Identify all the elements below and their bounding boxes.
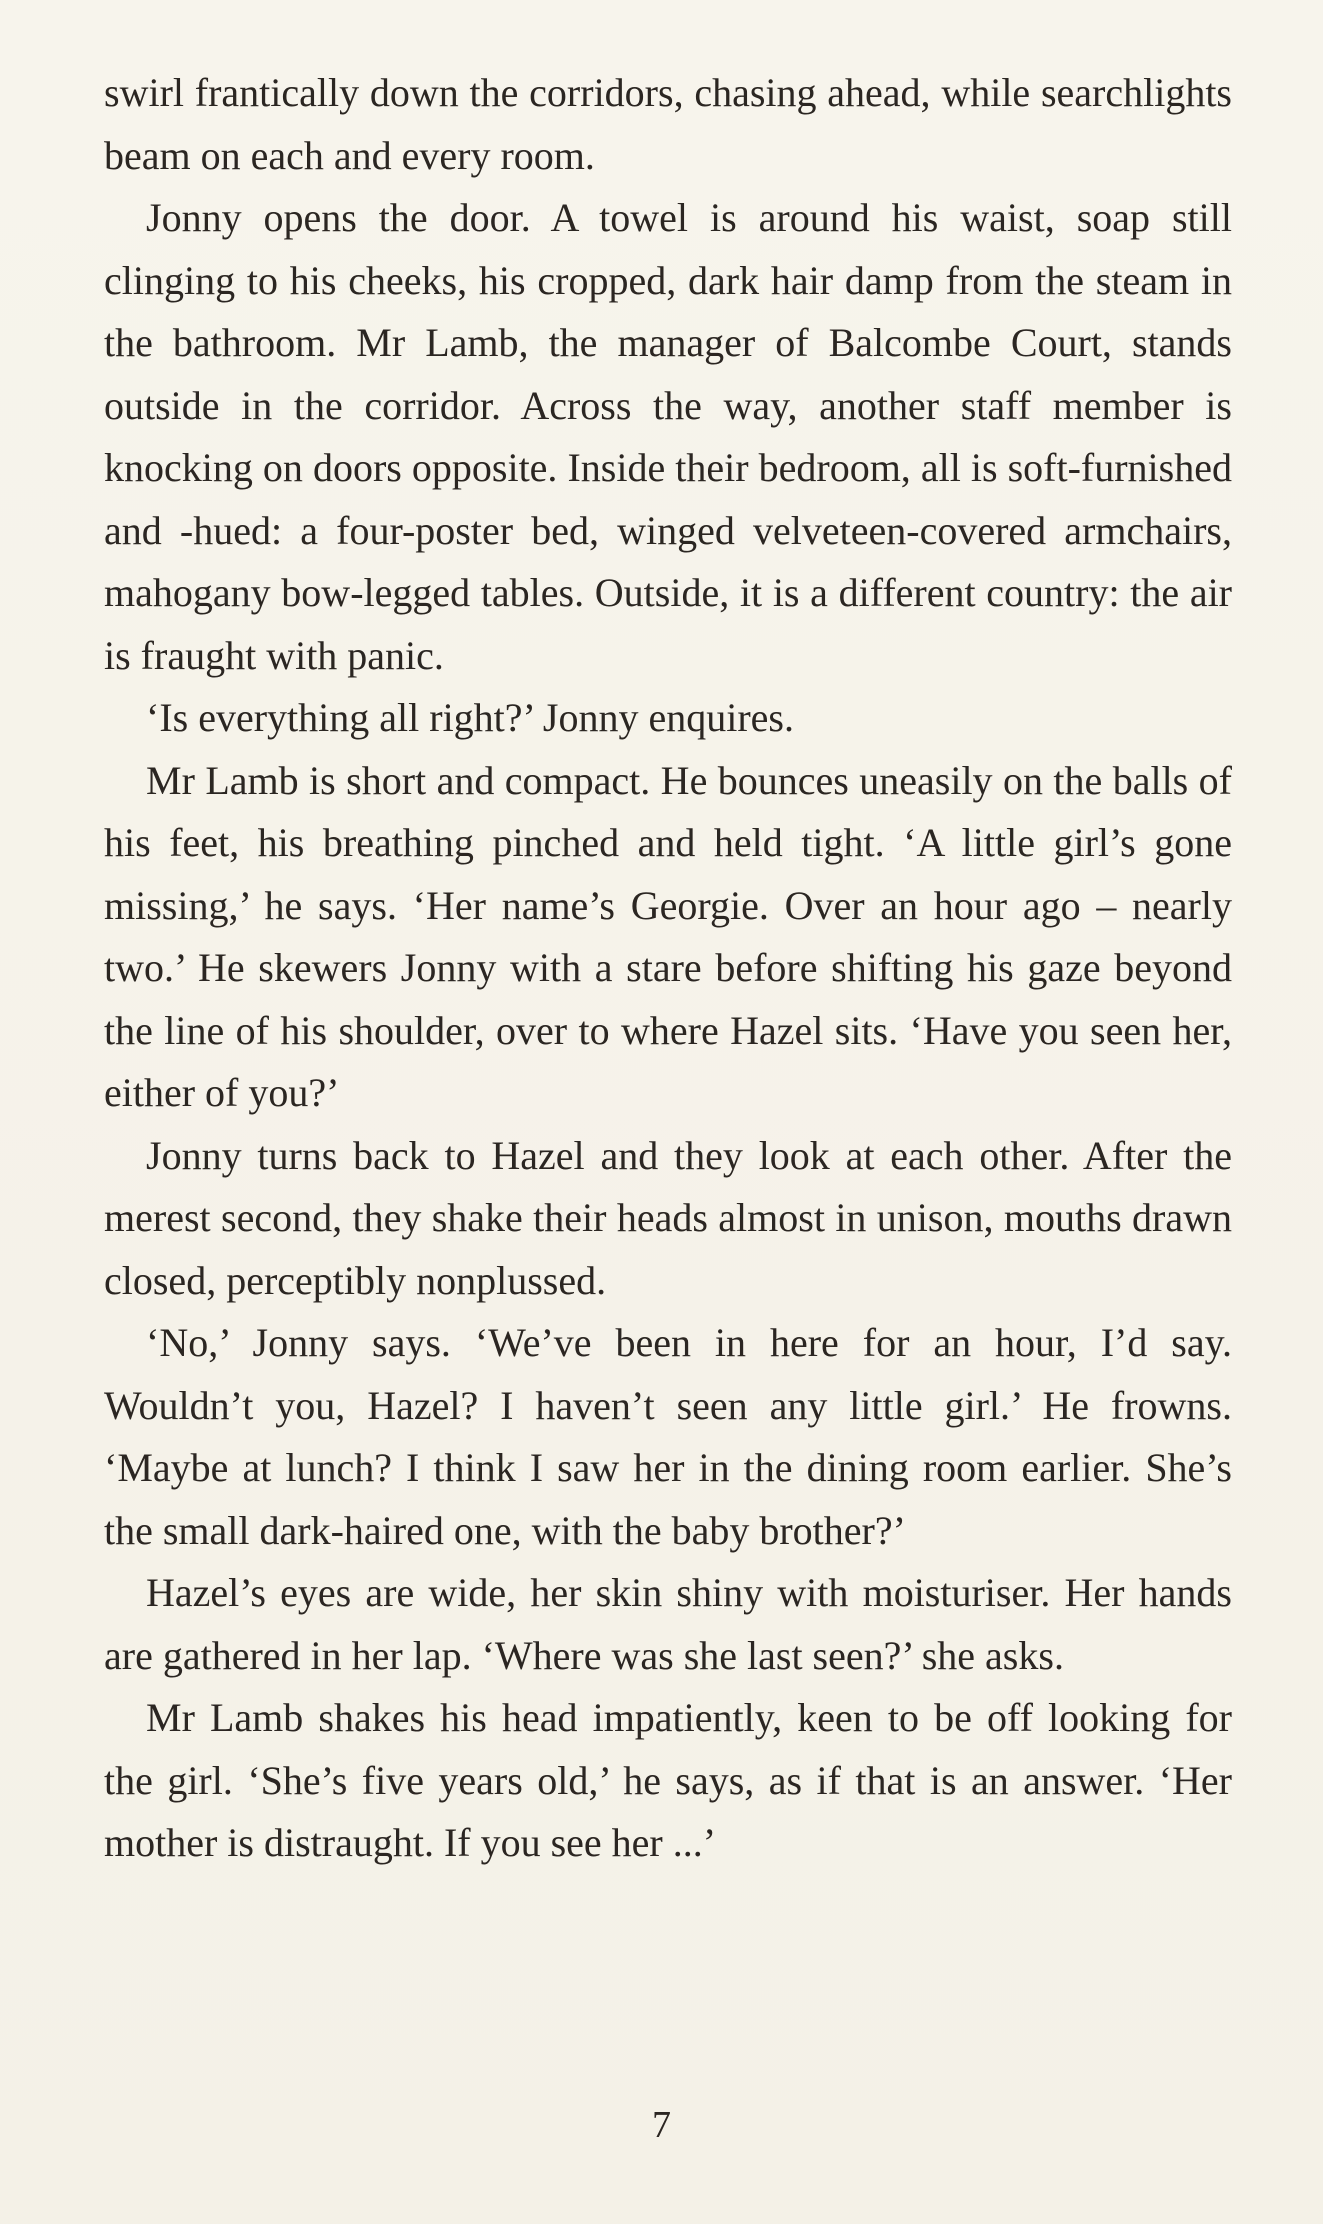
paragraph-3: ‘Is everything all right?’ Jonny enquires. [146, 695, 794, 740]
page-number: 7 [652, 2104, 671, 2146]
paragraph-6: ‘No,’ Jonny says. ‘We’ve been in here for an hour, I’d say. Wouldn’t you, Hazel? I haven’t seen any little girl.’ He frowns. ‘Maybe at lunch? I think I saw her in the dining room earlier. She’s the small dark-haired one, with the baby brother?’ [104, 1320, 1232, 1553]
paragraph-5: Jonny turns back to Hazel and they look at each other. After the merest second, they shake their heads almost in unison, mouths drawn closed, perceptibly nonplussed. [104, 1132, 1232, 1303]
paragraph-4: Mr Lamb is short and compact. He bounces uneasily on the balls of his feet, his breathing pinched and held tight. ‘A little girl’s gone missing,’ he says. ‘Her name’s Georgie. Over an hour ago – nearly two.’ He skewers Jonny with a stare before shifting his gaze beyond the line of his shoulder, over to where Hazel sits. ‘Have you seen her, either of you?’ [104, 757, 1232, 1115]
paragraph-7: Hazel’s eyes are wide, her skin shiny with moisturiser. Her hands are gathered in her lap. ‘Where was she last seen?’ she asks. [104, 1570, 1232, 1678]
body-text [104, 62, 1232, 1875]
paragraph-8: Mr Lamb shakes his head impatiently, keen to be off looking for the girl. ‘She’s five years old,’ he says, as if that is an answer. ‘Her mother is distraught. If you see her ...’ [104, 1695, 1232, 1865]
paragraph-2: Jonny opens the door. A towel is around his waist, soap still clinging to his cheeks, his cropped, dark hair damp from the steam in the bathroom. Mr Lamb, the manager of Balcombe Court, stands outside in the corridor. Across the way, another staff member is knocking on doors opposite. Inside their bedroom, all is soft-furnished and -hued: a four-poster bed, winged velveteen-covered armchairs, mahogany bow-legged tables. Outside, it is a different country: the air is fraught with panic. [104, 195, 1232, 678]
paragraph-1: swirl frantically down the corridors, chasing ahead, while searchlights beam on each and every room. [104, 70, 1232, 178]
